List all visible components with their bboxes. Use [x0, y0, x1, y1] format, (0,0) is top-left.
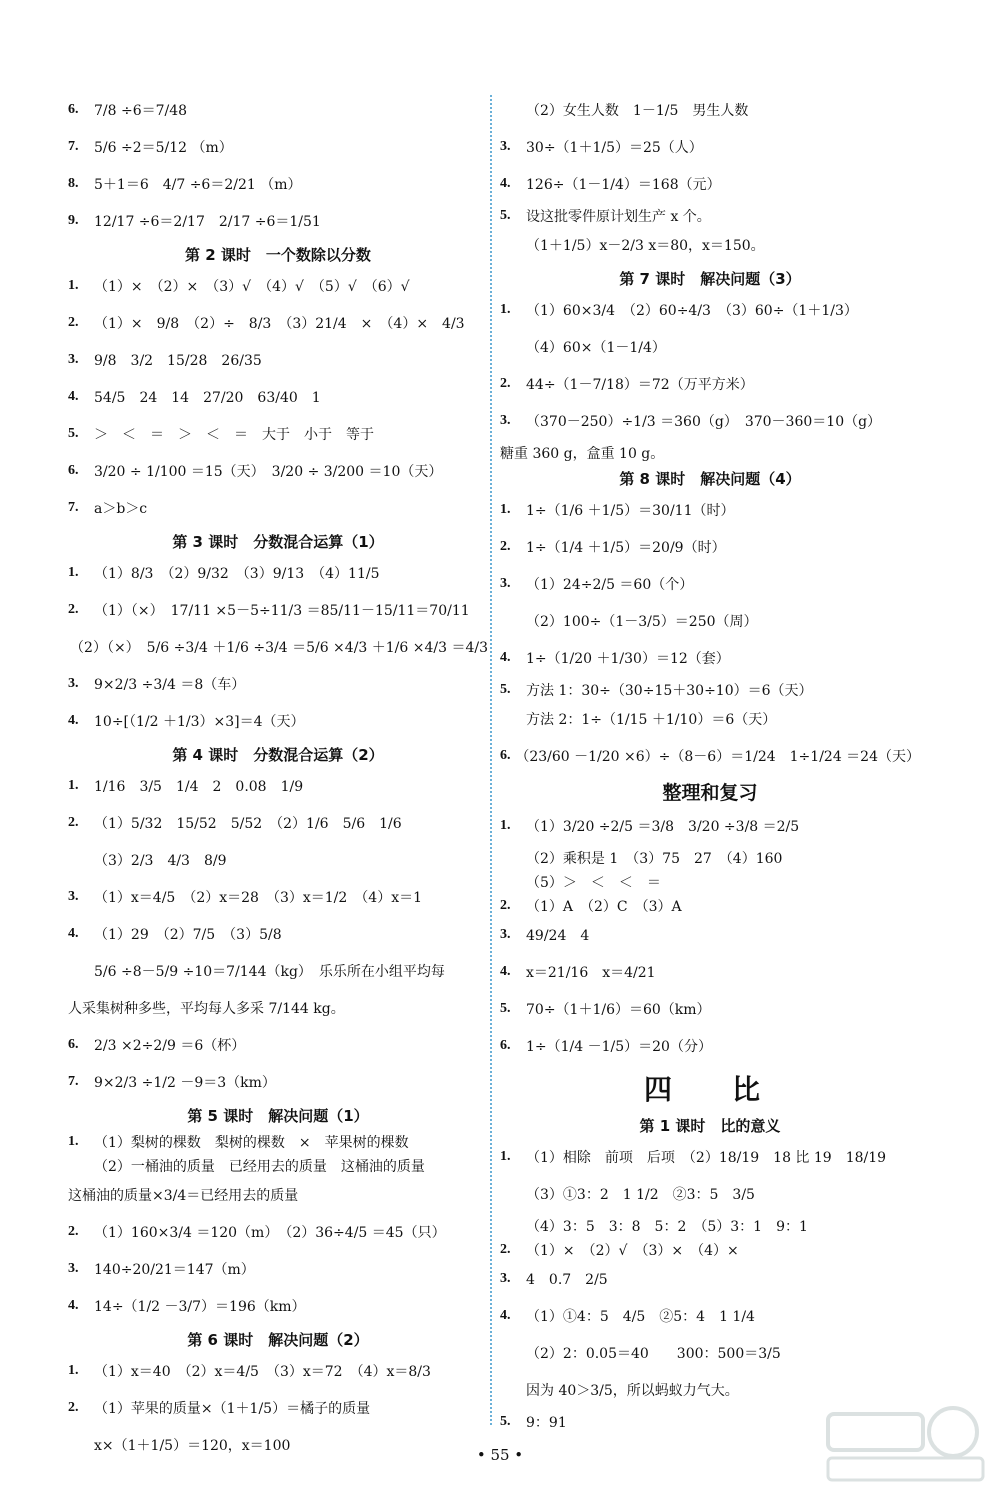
answer-text: （2）一桶油的质量 已经用去的质量 这桶油的质量 [94, 1159, 425, 1175]
answer-text: ＞ ＜ ＝ ＞ ＜ ＝ 大于 小于 等于 [94, 427, 374, 443]
answer-text: （2）女生人数 1－1/5 男生人数 [526, 103, 749, 119]
answer-line [68, 919, 488, 949]
question-number: 2. [500, 539, 511, 554]
answer-text: 7/8 ÷6＝7/48 [94, 103, 188, 119]
question-number: 4. [500, 176, 511, 191]
answer-line [68, 206, 488, 236]
answer-text: 1÷（1/6 ＋1/5）＝30/11（时） [526, 503, 735, 519]
answer-text: （4）60×（1－1/4） [526, 340, 666, 356]
watermark-logo [818, 1400, 988, 1485]
answer-line [68, 95, 488, 125]
answer-line [68, 771, 488, 801]
answer-line [68, 993, 488, 1023]
section-heading: 第 4 课时 分数混合运算（2） [172, 745, 384, 764]
answer-text: （1）× 9/8 （2）÷ 8/3 （3）21/4 × （4）× 4/3 [94, 316, 465, 332]
answer-text: （1）3/20 ÷2/5 ＝3/8 3/20 ÷3/8 ＝2/5 [526, 819, 800, 835]
question-number: 5. [500, 1414, 511, 1429]
section-heading: 第 1 课时 比的意义 [639, 1116, 781, 1135]
question-number: 7. [68, 500, 79, 515]
answer-line [68, 1393, 488, 1423]
answer-line [68, 1030, 488, 1060]
answer-text: 14÷（1/2 －3/7）＝196（km） [94, 1299, 306, 1315]
answer-text: （1）梨树的棵数 梨树的棵数 × 苹果树的棵数 [94, 1135, 409, 1151]
answer-line [500, 230, 920, 260]
answer-text: 9/8 3/2 15/28 26/35 [94, 353, 262, 369]
section-heading: 第 5 课时 解决问题（1） [187, 1106, 369, 1125]
answer-line [500, 920, 920, 950]
answer-line [68, 1180, 488, 1210]
question-number: 4. [68, 1298, 79, 1313]
question-number: 1. [500, 1149, 511, 1164]
answer-line [68, 845, 488, 875]
answer-line [68, 1156, 488, 1176]
answer-line [68, 558, 488, 588]
question-number: 6. [500, 748, 511, 763]
question-number: 1. [500, 302, 511, 317]
question-number: 2. [68, 1400, 79, 1415]
answer-text: 设这批零件原计划生产 x 个。 [526, 209, 711, 225]
answer-line [68, 956, 488, 986]
answer-text: 2/3 ×2÷2/9 ＝6（杯） [94, 1038, 246, 1054]
section-heading: 第 6 课时 解决问题（2） [187, 1330, 369, 1349]
answer-text: （1）29 （2）7/5 （3）5/8 [94, 927, 282, 943]
answer-text: （2）乘积是 1 （3）75 27 （4）160 [526, 851, 783, 867]
question-number: 3. [500, 576, 511, 591]
answer-line [68, 493, 488, 523]
question-number: 1. [68, 1134, 79, 1149]
answer-line [68, 669, 488, 699]
answer-line [500, 443, 920, 463]
answer-line [68, 271, 488, 301]
answer-line [68, 1067, 488, 1097]
section-heading: 第 2 课时 一个数除以分数 [185, 245, 371, 264]
question-number: 2. [68, 602, 79, 617]
answer-text: （23/60 －1/20 ×6）÷（8－6）＝1/24 1÷1/24 ＝24（天） [515, 749, 920, 765]
question-number: 3. [500, 413, 511, 428]
answer-text: 9：91 [526, 1415, 567, 1431]
left-column [68, 95, 488, 1467]
answer-line [500, 994, 920, 1024]
answer-line [68, 1291, 488, 1321]
answer-line [68, 595, 488, 625]
answer-text: 因为 40＞3/5，所以蚂蚁力气大。 [526, 1383, 739, 1399]
answer-line [500, 1264, 920, 1294]
answer-text: 1÷（1/4 ＋1/5）＝20/9（时） [526, 540, 726, 556]
question-number: 5. [68, 426, 79, 441]
section-heading: 四 比 [643, 1073, 776, 1106]
answer-text: 4 0.7 2/5 [526, 1272, 608, 1288]
answer-text: （1）5/32 15/52 5/52 （2）1/6 5/6 1/6 [94, 816, 402, 832]
question-number: 5. [500, 682, 511, 697]
answer-line [500, 1338, 920, 1368]
answer-text: （1）A （2）C （3）A [526, 899, 682, 915]
answer-text: 1÷（1/4 －1/5）＝20（分） [526, 1039, 712, 1055]
answer-line [68, 1356, 488, 1386]
question-number: 3. [500, 927, 511, 942]
answer-line [500, 406, 920, 436]
answer-text: 5＋1＝6 4/7 ÷6＝2/21 （m） [94, 177, 302, 193]
answer-text: 1÷（1/20 ＋1/30）＝12（套） [526, 651, 730, 667]
answer-text: （2）2：0.05＝40 300：500＝3/5 [526, 1346, 781, 1362]
answer-line [68, 308, 488, 338]
answer-text: 140÷20/21＝147（m） [94, 1262, 255, 1278]
answer-text: （1）苹果的质量×（1＋1/5）＝橘子的质量 [94, 1401, 371, 1417]
answer-text: （3）2/3 4/3 8/9 [94, 853, 227, 869]
answer-line [500, 132, 920, 162]
answer-text: 30÷（1＋1/5）＝25（人） [526, 140, 703, 156]
question-number: 3. [500, 139, 511, 154]
answer-line [500, 1031, 920, 1061]
question-number: 2. [68, 815, 79, 830]
answer-text: x×（1＋1/5）＝120，x＝100 [94, 1438, 291, 1454]
answer-line [500, 606, 920, 636]
answer-text: （4）3：5 3：8 5：2 （5）3：1 9：1 [526, 1219, 808, 1235]
question-number: 4. [500, 1308, 511, 1323]
answer-line [68, 1132, 488, 1152]
answer-line [68, 706, 488, 736]
answer-line [68, 419, 488, 449]
section-heading: 第 3 课时 分数混合运算（1） [172, 532, 384, 551]
question-number: 1. [68, 278, 79, 293]
answer-line [500, 169, 920, 199]
answer-line [500, 295, 920, 325]
question-number: 2. [500, 898, 511, 913]
answer-text: （5）＞ ＜ ＜ ＝ [526, 875, 661, 891]
answer-text: （1）①4：5 4/5 ②5：4 1 1/4 [526, 1309, 755, 1325]
question-number: 9. [68, 213, 79, 228]
question-number: 7. [68, 1074, 79, 1089]
question-number: 3. [68, 352, 79, 367]
question-number: 4. [500, 650, 511, 665]
question-number: 6. [68, 463, 79, 478]
answer-text: 糖重 360 g，盒重 10 g。 [500, 446, 665, 462]
question-number: 3. [68, 1261, 79, 1276]
answer-text: （1）60×3/4 （2）60÷4/3 （3）60÷（1＋1/3） [526, 303, 858, 319]
answer-text: 9×2/3 ÷1/2 －9＝3（km） [94, 1075, 276, 1091]
question-number: 5. [500, 208, 511, 223]
answer-text: 9×2/3 ÷3/4 ＝8（车） [94, 677, 246, 693]
question-number: 4. [68, 713, 79, 728]
answer-line [500, 332, 920, 362]
question-number: 2. [500, 1242, 511, 1257]
answer-line [500, 896, 920, 916]
answer-text: 这桶油的质量×3/4＝已经用去的质量 [68, 1188, 299, 1204]
question-number: 3. [500, 1271, 511, 1286]
question-number: 5. [500, 1001, 511, 1016]
answer-text: （1）x＝40 （2）x＝4/5 （3）x＝72 （4）x＝8/3 [94, 1364, 431, 1380]
answer-line [500, 811, 920, 841]
question-number: 6. [68, 1037, 79, 1052]
question-number: 1. [68, 1363, 79, 1378]
answer-line [500, 569, 920, 599]
answer-line [68, 808, 488, 838]
answer-line [500, 532, 920, 562]
answer-text: 10÷[（1/2 ＋1/3）×3]＝4（天） [94, 714, 305, 730]
question-number: 2. [68, 315, 79, 330]
answer-text: （1）x＝4/5 （2）x＝28 （3）x＝1/2 （4）x＝1 [94, 890, 422, 906]
answer-line [68, 1217, 488, 1247]
question-number: 1. [68, 778, 79, 793]
answer-line [500, 1142, 920, 1172]
answer-line [500, 1301, 920, 1331]
question-number: 7. [68, 139, 79, 154]
question-number: 6. [68, 102, 79, 117]
section-heading: 整理和复习 [662, 782, 758, 804]
section-heading: 第 8 课时 解决问题（4） [619, 469, 801, 488]
answer-text: 1/16 3/5 1/4 2 0.08 1/9 [94, 779, 304, 795]
answer-text: 5/6 ÷2＝5/12 （m） [94, 140, 233, 156]
question-number: 4. [68, 926, 79, 941]
answer-line [500, 1216, 920, 1236]
answer-text: 126÷（1－1/4）＝168（元） [526, 177, 721, 193]
answer-line [500, 495, 920, 525]
column-divider [490, 95, 492, 1425]
answer-text: （2）（×） 5/6 ÷3/4 ＋1/6 ÷3/4 ＝5/6 ×4/3 ＋1/6 ×4/3 ＝4/3 [70, 640, 488, 656]
answer-line [500, 1240, 920, 1260]
answer-line [500, 848, 920, 868]
answer-text: 12/17 ÷6＝2/17 2/17 ÷6＝1/51 [94, 214, 321, 230]
answer-line [68, 1254, 488, 1284]
answer-text: 方法 2：1÷（1/15 ＋1/10）＝6（天） [526, 712, 777, 728]
question-number: 1. [68, 565, 79, 580]
answer-text: （1）× （2）√ （3）× （4）× [526, 1243, 739, 1259]
answer-text: （1）24÷2/5 ＝60（个） [526, 577, 694, 593]
answer-text: （1＋1/5）x－2/3 x＝80，x＝150。 [526, 238, 765, 254]
right-column [500, 95, 920, 1436]
answer-text: x＝21/16 x＝4/21 [526, 965, 656, 981]
answer-text: （1）（×） 17/11 ×5－5÷11/3 ＝85/11－15/11＝70/11 [94, 603, 470, 619]
answer-line [68, 632, 488, 662]
section-heading: 第 7 课时 解决问题（3） [619, 269, 801, 288]
answer-line [68, 382, 488, 412]
answer-text: 49/24 4 [526, 928, 590, 944]
answer-line [68, 456, 488, 486]
page-number: • 55 • [476, 1446, 524, 1464]
answer-text: 人采集树种多些，平均每人多采 7/144 kg。 [68, 1001, 345, 1017]
question-number: 4. [68, 389, 79, 404]
question-number: 3. [68, 676, 79, 691]
answer-line [500, 872, 920, 892]
answer-line [500, 957, 920, 987]
answer-text: 5/6 ÷8－5/9 ÷10＝7/144（kg） 乐乐所在小组平均每 [94, 964, 445, 980]
question-number: 8. [68, 176, 79, 191]
question-number: 2. [68, 1224, 79, 1239]
answer-line [68, 882, 488, 912]
question-number: 1. [500, 502, 511, 517]
answer-text: （1）160×3/4 ＝120（m） （2）36÷4/5 ＝45（只） [94, 1225, 446, 1241]
question-number: 6. [500, 1038, 511, 1053]
answer-line [500, 206, 920, 226]
answer-text: （1）8/3 （2）9/32 （3）9/13 （4）11/5 [94, 566, 380, 582]
answer-text: 3/20 ÷ 1/100 ＝15（天） 3/20 ÷ 3/200 ＝10（天） [94, 464, 443, 480]
answer-line [500, 741, 920, 771]
question-number: 3. [68, 889, 79, 904]
answer-text: （2）100÷（1－3/5）＝250（周） [526, 614, 758, 630]
answer-text: 方法 1：30÷（30÷15＋30÷10）＝6（天） [526, 683, 813, 699]
answer-line [500, 95, 920, 125]
answer-text: （1）相除 前项 后项 （2）18/19 18 比 19 18/19 [526, 1150, 887, 1166]
question-number: 4. [500, 964, 511, 979]
answer-text: 54/5 24 14 27/20 63/40 1 [94, 390, 321, 406]
answer-line [500, 369, 920, 399]
answer-text: 44÷（1－7/18）＝72（万平方米） [526, 377, 754, 393]
answer-text: 70÷（1＋1/6）＝60（km） [526, 1002, 711, 1018]
question-number: 1. [500, 818, 511, 833]
answer-text: （3）①3：2 1 1/2 ②3：5 3/5 [526, 1187, 755, 1203]
answer-line [68, 169, 488, 199]
answer-text: a＞b＞c [94, 501, 148, 517]
answer-text: （1）× （2）× （3）√ （4）√ （5）√ （6）√ [94, 279, 410, 295]
answer-line [68, 132, 488, 162]
answer-line [500, 680, 920, 700]
answer-line [500, 704, 920, 734]
answer-line [68, 345, 488, 375]
answer-line [500, 1179, 920, 1209]
answer-text: （370－250）÷1/3 ＝360（g） 370－360＝10（g） [526, 414, 882, 430]
answer-line [500, 643, 920, 673]
question-number: 2. [500, 376, 511, 391]
